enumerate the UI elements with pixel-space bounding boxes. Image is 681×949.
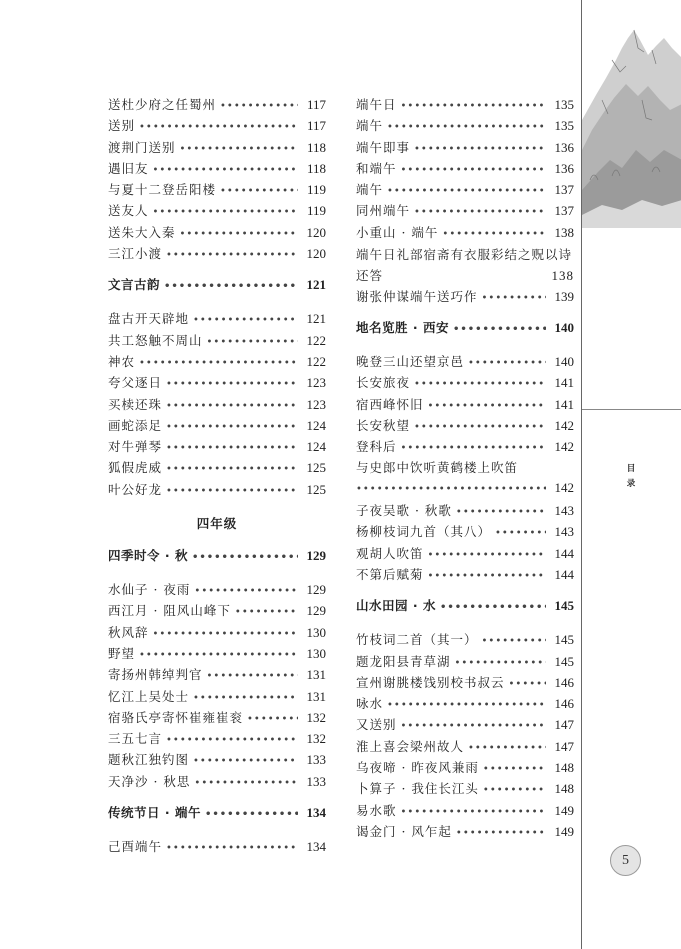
dot-leader: [414, 379, 546, 390]
dot-leader: [482, 636, 546, 647]
toc-entry-title: 端午日: [356, 97, 397, 112]
toc-entry-title: 又送别: [356, 717, 397, 733]
page-number: 5: [610, 845, 641, 876]
dot-leader: [153, 629, 298, 640]
toc-entry[interactable]: [108, 437, 326, 458]
toc-entry-page: 132: [306, 731, 326, 747]
toc-entry-page: 142: [554, 479, 574, 495]
toc-entry-title: 宣州谢朓楼饯别校书叔云: [356, 674, 505, 690]
toc-entry-page: 149: [554, 823, 574, 839]
toc-entry-page: 133: [306, 773, 326, 789]
dot-leader: [453, 324, 546, 335]
toc-entry-page: 137: [554, 203, 574, 219]
toc-entry[interactable]: [356, 737, 574, 758]
toc-entry-title: 与史郎中饮听黄鹤楼上吹笛: [356, 460, 519, 476]
dot-leader: [166, 422, 298, 433]
toc-entry-title: 观胡人吹笛: [356, 545, 424, 561]
toc-entry[interactable]: [356, 652, 574, 673]
dot-leader: [414, 207, 546, 218]
toc-entry-page: 146: [554, 696, 574, 712]
toc-entry[interactable]: [356, 694, 574, 715]
dot-leader: [428, 401, 546, 412]
toc-entry-title: 小重山 · 端午: [356, 224, 439, 240]
toc-entry-title: 谒金门 · 风乍起: [356, 823, 452, 839]
toc-left-column: [108, 95, 326, 858]
section-page: 129: [306, 548, 326, 564]
toc-entry-page: 122: [306, 353, 326, 369]
toc-entry-page: 147: [554, 738, 574, 754]
toc-entry-page: 147: [554, 717, 574, 733]
toc-right-column: [356, 95, 574, 843]
toc-entry-title: 长安秋望: [356, 417, 411, 433]
toc-entry-title: 与夏十二登岳阳楼: [108, 182, 217, 198]
toc-entry-title: 神农: [108, 353, 136, 369]
toc-entry-page: 135: [554, 97, 574, 112]
toc-entry[interactable]: [356, 822, 574, 843]
toc-entry-page: 143: [554, 503, 574, 519]
toc-entry[interactable]: [108, 331, 326, 352]
toc-entry-title: 狐假虎威: [108, 460, 163, 476]
toc-entry-title: 宿西峰怀旧: [356, 396, 424, 412]
toc-entry-page: 124: [306, 439, 326, 455]
toc-entry-title: 寄扬州韩绰判官: [108, 667, 203, 683]
toc-entry[interactable]: [356, 501, 574, 522]
toc-entry[interactable]: [356, 480, 574, 501]
toc-entry-page: 120: [306, 224, 326, 240]
landscape-painting-icon: [582, 0, 681, 240]
section-title: 地名览胜 · 西安: [356, 319, 449, 335]
toc-entry[interactable]: [108, 623, 326, 644]
toc-entry[interactable]: [356, 180, 574, 201]
toc-entry-title: 长安旅夜: [356, 375, 411, 391]
toc-entry-page: 131: [306, 667, 326, 683]
toc-entry-title: 送朱大入秦: [108, 224, 176, 240]
toc-entry-title: 渡荆门送别: [108, 139, 176, 155]
toc-entry[interactable]: [108, 644, 326, 665]
toc-entry-page: 144: [554, 545, 574, 561]
toc-entry-title: 水仙子 · 夜雨: [108, 582, 191, 598]
dot-leader: [166, 464, 298, 475]
toc-entry-page: 129: [306, 603, 326, 619]
toc-entry[interactable]: [108, 159, 326, 180]
dot-leader: [194, 778, 298, 789]
dot-leader: [483, 764, 546, 775]
toc-entry-page: 146: [554, 674, 574, 690]
toc-entry[interactable]: [108, 458, 326, 479]
sidebar-label: [624, 462, 638, 492]
toc-section-heading[interactable]: [356, 318, 574, 340]
toc-section-heading[interactable]: [108, 275, 326, 297]
toc-entry[interactable]: [108, 309, 326, 330]
dot-leader: [166, 379, 298, 390]
dot-leader: [387, 186, 546, 197]
dot-leader: [482, 293, 546, 304]
sidebar-divider: [582, 409, 681, 410]
toc-entry[interactable]: [356, 201, 574, 222]
toc-entry-title: 题秋江独钓图: [108, 752, 190, 768]
toc-entry-page: 134: [306, 839, 326, 855]
dot-leader: [401, 165, 546, 176]
dot-leader: [180, 144, 298, 155]
toc-entry[interactable]: [356, 116, 574, 137]
grade-heading: 四年级: [196, 516, 238, 532]
toc-entry-title: 野望: [108, 645, 136, 661]
dot-leader: [247, 714, 298, 725]
toc-entry[interactable]: [108, 480, 326, 501]
toc-entry-page: 145: [554, 632, 574, 648]
toc-entry[interactable]: [108, 223, 326, 244]
toc-entry-title: 对牛弹琴: [108, 439, 163, 455]
toc-entry[interactable]: [356, 352, 574, 373]
toc-entry-title: 题龙阳县青草湖: [356, 653, 451, 669]
toc-entry-title: 登科后: [356, 439, 397, 455]
toc-entry-title: 晚登三山还望京邑: [356, 353, 465, 369]
dot-leader: [387, 122, 546, 133]
toc-entry-page: 117: [306, 97, 326, 112]
toc-entry-title: 和端午: [356, 160, 397, 176]
toc-entry-page: 121: [306, 311, 326, 327]
toc-entry-page: 138: [551, 268, 574, 284]
toc-section-heading[interactable]: [108, 803, 326, 825]
toc-entry-page: 122: [306, 332, 326, 348]
toc-entry[interactable]: [108, 201, 326, 222]
dot-leader: [455, 658, 546, 669]
toc-entry[interactable]: [356, 395, 574, 416]
toc-entry-page: 131: [306, 688, 326, 704]
dot-leader: [153, 165, 298, 176]
toc-entry-title-line[interactable]: [356, 458, 574, 479]
toc-entry[interactable]: [108, 729, 326, 750]
toc-entry-title: 送别: [108, 118, 136, 134]
dot-leader: [401, 807, 546, 818]
toc-entry-title: 画蛇添足: [108, 417, 163, 433]
dot-leader: [401, 721, 546, 732]
toc-entry[interactable]: [356, 630, 574, 651]
toc-entry-page: 133: [306, 752, 326, 768]
toc-entry-title: 遇旧友: [108, 160, 149, 176]
dot-leader: [428, 550, 546, 561]
dot-leader: [356, 484, 546, 495]
toc-entry[interactable]: [356, 544, 574, 565]
page-margin-sidebar: [581, 0, 681, 949]
section-page: 140: [554, 319, 574, 335]
toc-entry-page: 118: [306, 139, 326, 155]
dot-leader: [495, 528, 546, 539]
toc-entry-page: 148: [554, 781, 574, 797]
section-page: 134: [306, 805, 326, 821]
dot-leader: [456, 507, 546, 518]
toc-entry-page: 140: [554, 353, 574, 369]
toc-entry-title: 三江小渡: [108, 246, 163, 262]
toc-entry-title: 竹枝词二首（其一）: [356, 632, 478, 648]
toc-entry-page: 143: [554, 524, 574, 540]
toc-entry-title: 杨柳枝词九首（其八）: [356, 524, 492, 540]
toc-entry[interactable]: [108, 687, 326, 708]
dot-leader: [442, 229, 546, 240]
toc-entry-page: 149: [554, 802, 574, 818]
toc-entry[interactable]: [108, 416, 326, 437]
sidebar-label-line1: 目: [626, 464, 636, 474]
dot-leader: [401, 443, 546, 454]
toc-section-heading[interactable]: [108, 546, 326, 568]
toc-entry[interactable]: [108, 180, 326, 201]
toc-entry-title: 端午: [356, 118, 384, 134]
toc-entry-page: 119: [306, 203, 326, 219]
dot-leader: [509, 679, 546, 690]
dot-leader: [440, 602, 546, 613]
dot-leader: [456, 828, 546, 839]
toc-entry[interactable]: [108, 837, 326, 858]
toc-entry-title: 宿骆氏亭寄怀崔雍崔衮: [108, 709, 244, 725]
dot-leader: [166, 250, 298, 261]
toc-entry-page: 136: [554, 160, 574, 176]
section-page: 145: [554, 598, 574, 614]
toc-entry-title-wrapped: 端午日礼部宿斋有衣服彩结之贶以诗还答 138: [356, 244, 574, 287]
toc-entry-title: 送友人: [108, 203, 149, 219]
toc-entry[interactable]: [356, 287, 574, 308]
dot-leader: [192, 552, 298, 563]
toc-entry[interactable]: [108, 395, 326, 416]
toc-entry[interactable]: [108, 138, 326, 159]
toc-entry[interactable]: [356, 673, 574, 694]
toc-entry-title: 不第后赋菊: [356, 566, 424, 582]
toc-entry[interactable]: [356, 416, 574, 437]
dot-leader: [401, 101, 546, 112]
dot-leader: [207, 337, 298, 348]
dot-leader: [207, 671, 298, 682]
toc-entry-title: 秋风辞: [108, 624, 149, 640]
dot-leader: [220, 186, 298, 197]
dot-leader: [414, 144, 546, 155]
toc-entry[interactable]: [356, 373, 574, 394]
section-title: 四季时令 · 秋: [108, 548, 188, 564]
dot-leader: [428, 571, 546, 582]
toc-entry-page: 119: [306, 182, 326, 198]
dot-leader: [468, 743, 546, 754]
toc-entry-title: 夸父逐日: [108, 375, 163, 391]
toc-entry-page: 125: [306, 460, 326, 476]
dot-leader: [180, 229, 298, 240]
toc-entry-page: 148: [554, 760, 574, 776]
toc-entry[interactable]: [108, 116, 326, 137]
toc-entry[interactable]: [356, 758, 574, 779]
dot-leader: [193, 693, 298, 704]
toc-entry[interactable]: [108, 580, 326, 601]
toc-entry-page: 120: [306, 246, 326, 262]
dot-leader: [483, 785, 546, 796]
toc-entry-title: 乌夜啼 · 昨夜风兼雨: [356, 760, 479, 776]
toc-entry-title: 同州端午: [356, 203, 411, 219]
toc-entry[interactable]: [108, 708, 326, 729]
dot-leader: [166, 843, 298, 854]
toc-entry[interactable]: [356, 715, 574, 736]
toc-entry[interactable]: [356, 95, 574, 116]
dot-leader: [166, 443, 298, 454]
toc-entry-page: 130: [306, 645, 326, 661]
toc-entry[interactable]: [108, 772, 326, 793]
toc-entry-page: 145: [554, 653, 574, 669]
toc-entry[interactable]: [356, 565, 574, 586]
dot-leader: [387, 700, 546, 711]
toc-entry-page: 135: [554, 118, 574, 134]
dot-leader: [205, 809, 298, 820]
toc-entry-title: 送杜少府之任蜀州: [108, 97, 217, 112]
toc-entry-page: 118: [306, 160, 326, 176]
toc-entry[interactable]: [108, 750, 326, 771]
toc-entry-page: 132: [306, 709, 326, 725]
toc-entry-page: 130: [306, 624, 326, 640]
toc-entry-title: 淮上喜会梁州故人: [356, 738, 465, 754]
toc-entry-page: 123: [306, 375, 326, 391]
toc-entry[interactable]: [356, 522, 574, 543]
dot-leader: [166, 486, 298, 497]
section-page: 121: [306, 277, 326, 293]
dot-leader: [166, 735, 298, 746]
toc-entry-title: 谢张仲谋端午送巧作: [356, 288, 478, 304]
dot-leader: [139, 650, 298, 661]
toc-entry[interactable]: [356, 159, 574, 180]
dot-leader: [166, 401, 298, 412]
toc-entry-page: 138: [554, 224, 574, 240]
dot-leader: [235, 607, 298, 618]
dot-leader: [139, 358, 298, 369]
toc-entry-title: 忆江上吴处士: [108, 688, 190, 704]
toc-entry[interactable]: [356, 437, 574, 458]
toc-entry[interactable]: [108, 665, 326, 686]
toc-entry-title: 端午即事: [356, 139, 411, 155]
toc-entry-page: 117: [306, 118, 326, 134]
toc-entry-page: 129: [306, 582, 326, 598]
toc-entry-page: 141: [554, 375, 574, 391]
toc-entry[interactable]: [108, 601, 326, 622]
dot-leader: [153, 207, 298, 218]
dot-leader: [193, 315, 298, 326]
toc-entry[interactable]: [356, 223, 574, 244]
toc-entry-page: 142: [554, 439, 574, 455]
toc-entry[interactable]: [108, 95, 326, 116]
toc-entry-title: 卜算子 · 我住长江头: [356, 781, 479, 797]
dot-leader: [468, 358, 546, 369]
sidebar-label-line2: 录: [626, 479, 636, 489]
toc-entry-title: 己酉端午: [108, 839, 163, 855]
toc-entry-page: 125: [306, 481, 326, 497]
dot-leader: [414, 422, 546, 433]
toc-entry-title: 盘古开天辟地: [108, 311, 190, 327]
toc-entry-page: 139: [554, 288, 574, 304]
toc-entry-page: 123: [306, 396, 326, 412]
dot-leader: [220, 101, 298, 112]
toc-entry-page: 144: [554, 566, 574, 582]
dot-leader: [139, 122, 298, 133]
toc-entry-page: 124: [306, 417, 326, 433]
dot-leader: [164, 281, 298, 292]
toc-entry-page: 137: [554, 182, 574, 198]
toc-entry-title: 天净沙 · 秋思: [108, 773, 191, 789]
toc-entry[interactable]: [356, 138, 574, 159]
toc-entry[interactable]: [108, 244, 326, 265]
toc-entry[interactable]: [108, 352, 326, 373]
toc-entry[interactable]: [108, 373, 326, 394]
toc-entry-page: 136: [554, 139, 574, 155]
toc-entry[interactable]: [356, 779, 574, 800]
toc-entry-title: 子夜吴歌 · 秋歌: [356, 503, 452, 519]
toc-entry-title: 端午: [356, 182, 384, 198]
toc-entry-page: 141: [554, 396, 574, 412]
toc-section-heading[interactable]: [356, 596, 574, 618]
toc-entry-title: 叶公好龙: [108, 481, 163, 497]
toc-entry-title: 三五七言: [108, 731, 163, 747]
toc-entry-page: 142: [554, 417, 574, 433]
toc-entry-title: 易水歌: [356, 802, 397, 818]
dot-leader: [194, 586, 298, 597]
toc-entry-title: 西江月 · 阻风山峰下: [108, 603, 231, 619]
section-title: 山水田园 · 水: [356, 598, 436, 614]
dot-leader: [193, 756, 298, 767]
toc-entry-title: 共工怒触不周山: [108, 332, 203, 348]
toc-entry[interactable]: [356, 801, 574, 822]
toc-entry-title: 咏水: [356, 696, 384, 712]
section-title: 文言古韵: [108, 277, 161, 293]
section-title: 传统节日 · 端午: [108, 805, 201, 821]
toc-entry-title: 买椟还珠: [108, 396, 163, 412]
